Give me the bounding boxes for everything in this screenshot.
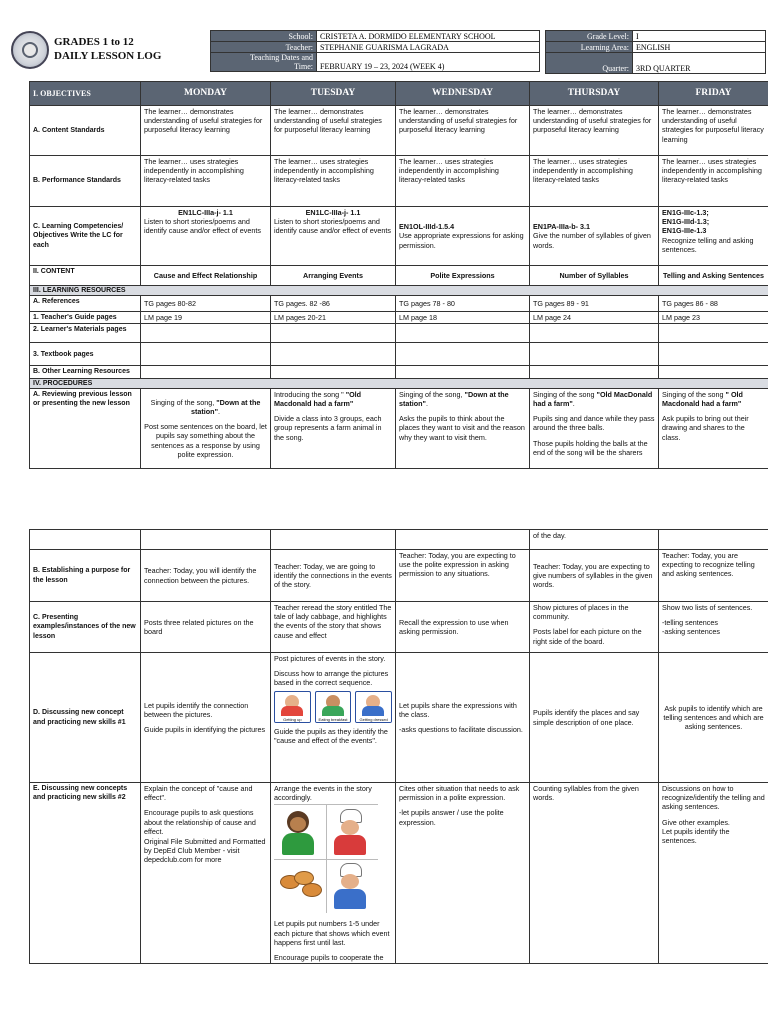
teacher-value: STEPHANIE GUARISMA LAGRADA xyxy=(317,42,540,53)
tg-pages-wed: LM page 18 xyxy=(396,312,530,324)
getting-up-picture: Getting up xyxy=(274,691,311,723)
school-value: CRISTETA A. DORMIDO ELEMENTARY SCHOOL xyxy=(317,31,540,42)
textbook-pages-label: 3. Textbook pages xyxy=(30,343,141,366)
content-label: II. CONTENT xyxy=(30,266,141,286)
title-daily-lesson-log: DAILY LESSON LOG xyxy=(54,50,162,62)
discussing2-wed: Cites other situation that needs to ask permission in a polite expression. -let pupils answer / use the polite expression. xyxy=(396,783,530,964)
performance-standards-label: B. Performance Standards xyxy=(30,156,141,207)
performance-standards-tue: The learner… uses strategies independently in accomplishing literacy-related tasks xyxy=(271,156,396,207)
review-wed: Singing of the song, "Down at the station". Asks the pupils to think about the places they want to visit and the reason why they want to visit them. xyxy=(396,388,530,468)
presenting-mon: Posts three related pictures on the board xyxy=(141,602,271,653)
friday-header: FRIDAY xyxy=(659,82,768,106)
references-wed: TG pages 78 - 80 xyxy=(396,296,530,312)
dates-label: Teaching Dates and Time: xyxy=(211,53,317,72)
procedures-section: IV. PROCEDURES xyxy=(30,378,768,388)
discussing2-thu: Counting syllables from the given words. xyxy=(530,783,659,964)
discussing2-fri: Discussions on how to recognize/identify the telling and asking sentences. Give other examples. Let pupils identify the sentences. xyxy=(659,783,768,964)
review-thu: Singing of the song "Old MacDonald had a farm". Pupils sing and dance while they pass around the three balls. Those pupils holding the balls at the end of the song will be the sharers xyxy=(530,388,659,468)
discussing1-mon: Let pupils identify the connection between the pictures. Guide pupils in identifying the pictures xyxy=(141,653,271,783)
discussing1-tue: Post pictures of events in the story. Discuss how to arrange the pictures based in the correct sequence. Getting up Eating breakfast Getting dressed Guide the pupils as they identify the "cause and effect of the events". xyxy=(271,653,396,783)
presenting-tue: Teacher reread the story entitled The tale of lady cabbage, and highlights the events of the story that shows cause and effect xyxy=(271,602,396,653)
area-label: Learning Area: xyxy=(546,42,633,53)
discussing1-wed: Let pupils share the expressions with the class. -asks questions to facilitate discussion. xyxy=(396,653,530,783)
thursday-header: THURSDAY xyxy=(530,82,659,106)
grade-value: I xyxy=(633,31,766,42)
teacher-label: Teacher: xyxy=(211,42,317,53)
references-label: A. References xyxy=(30,296,141,312)
review-fri: Singing of the song " Old Macdonald had a farm" Ask pupils to bring out their drawing and shares to the class. xyxy=(659,388,768,468)
wednesday-header: WEDNESDAY xyxy=(396,82,530,106)
grade-label: Grade Level: xyxy=(546,31,633,42)
performance-standards-thu: The learner… uses strategies independently in accomplishing literacy-related tasks xyxy=(530,156,659,207)
story-events-pictures xyxy=(274,804,378,913)
content-standards-label: A. Content Standards xyxy=(30,106,141,156)
eating-breakfast-picture: Eating breakfast xyxy=(315,691,352,723)
references-tue: TG pages. 82 -86 xyxy=(271,296,396,312)
monday-header: MONDAY xyxy=(141,82,271,106)
presenting-fri: Show two lists of sentences. -telling sentences -asking sentences xyxy=(659,602,768,653)
purpose-thu: Teacher: Today, you are expecting to give numbers of syllables in the given words. xyxy=(530,550,659,602)
review-mon: Singing of the song, "Down at the station". Post some sentences on the board, let pupils say something about the sentences as a response by using polite expression. xyxy=(141,388,271,468)
content-tue: Arranging Events xyxy=(271,266,396,286)
presenting-thu: Show pictures of places in the community. Posts label for each picture on the right side of the board. xyxy=(530,602,659,653)
discussing2-mon: Explain the concept of "cause and effect". Encourage pupils to ask questions about the relationship of cause and effect. Original File Submitted and Formatted by DepEd Club Member - visit depedclub.com for more xyxy=(141,783,271,964)
review-label: A. Reviewing previous lesson or presenting the new lesson xyxy=(30,388,141,468)
competencies-label: C. Learning Competencies/ Objectives Write the LC for each xyxy=(30,207,141,266)
school-info-table xyxy=(210,30,540,72)
performance-standards-fri: The learner… uses strategies independently in accomplishing literacy-related tasks xyxy=(659,156,768,207)
tg-pages-fri: LM page 23 xyxy=(659,312,768,324)
tg-pages-mon: LM page 19 xyxy=(141,312,271,324)
deped-seal-icon xyxy=(11,31,49,69)
other-resources-label: B. Other Learning Resources xyxy=(30,366,141,378)
tg-pages-label: 1. Teacher's Guide pages xyxy=(30,312,141,324)
dates-value: FEBRUARY 19 – 23, 2024 (WEEK 4) xyxy=(317,53,540,72)
purpose-fri: Teacher: Today, you are expecting to recognize telling and asking sentences. xyxy=(659,550,768,602)
tg-pages-tue: LM pages 20-21 xyxy=(271,312,396,324)
discussing2-tue: Arrange the events in the story accordingly. Let pupils put numbers 1-5 under each picture that shows which event happens first until last. Encourage pupils to cooperate the xyxy=(271,783,396,964)
competencies-wed: EN1OL-IIId-1.5.4 Use appropriate expressions for asking permission. xyxy=(396,207,530,266)
content-standards-fri: The learner… demonstrates understanding of useful strategies for purposeful literacy learning xyxy=(659,106,768,156)
tuesday-header: TUESDAY xyxy=(271,82,396,106)
getting-dressed-picture: Getting dressed xyxy=(355,691,392,723)
content-thu: Number of Syllables xyxy=(530,266,659,286)
competencies-tue: EN1LC-IIIa-j- 1.1 Listen to short stories/poems and identify cause and/or effect of events xyxy=(271,207,396,266)
discussing2-label: E. Discussing new concepts and practicing new skills #2 xyxy=(30,783,141,964)
discussing1-label: D. Discussing new concept and practicing new skills #1 xyxy=(30,653,141,783)
purpose-tue: Teacher: Today, we are going to identify the connections in the events of the story. xyxy=(271,550,396,602)
performance-standards-mon: The learner… uses strategies independently in accomplishing literacy-related tasks xyxy=(141,156,271,207)
lm-pages-label: 2. Learner's Materials pages xyxy=(30,324,141,343)
presenting-wed: Recall the expression to use when asking permission. xyxy=(396,602,530,653)
title-grades: GRADES 1 to 12 xyxy=(54,36,134,48)
purpose-wed: Teacher: Today, you are expecting to use the polite expression in asking permission to any situations. xyxy=(396,550,530,602)
content-wed: Polite Expressions xyxy=(396,266,530,286)
competencies-thu: EN1PA-IIIa-b- 3.1 Give the number of syllables of given words. xyxy=(530,207,659,266)
area-value: ENGLISH xyxy=(633,42,766,53)
content-mon: Cause and Effect Relationship xyxy=(141,266,271,286)
lesson-log-table-part2 xyxy=(29,529,768,964)
tg-pages-thu: LM page 24 xyxy=(530,312,659,324)
competencies-mon: EN1LC-IIIa-j- 1.1 Listen to short stories/poems and identify cause and/or effect of events xyxy=(141,207,271,266)
discussing1-thu: Pupils identify the places and say simple description of one place. xyxy=(530,653,659,783)
references-mon: TG pages 80-82 xyxy=(141,296,271,312)
content-standards-mon: The learner… demonstrates understanding of useful strategies for purposeful literacy learning xyxy=(141,106,271,156)
references-thu: TG pages 89 - 91 xyxy=(530,296,659,312)
review-thu-continued: of the day. xyxy=(530,530,659,550)
quarter-label: Quarter: xyxy=(546,53,633,74)
learning-resources-section: III. LEARNING RESOURCES xyxy=(30,286,768,296)
lesson-log-table-part1 xyxy=(29,81,768,469)
competencies-fri: EN1G-IIIc-1.3; EN1G-IIId-1.3; EN1G-IIIe-1.3 Recognize telling and asking sentences. xyxy=(659,207,768,266)
content-standards-thu: The learner… demonstrates understanding of useful strategies for purposeful literacy learning xyxy=(530,106,659,156)
review-tue: Introducing the song " "Old Macdonald had a farm" Divide a class into 3 groups, each group represents a farm animal in the song. xyxy=(271,388,396,468)
purpose-mon: Teacher: Today, you will identify the connection between the pictures. xyxy=(141,550,271,602)
presenting-label: C. Presenting examples/instances of the new lesson xyxy=(30,602,141,653)
performance-standards-wed: The learner… uses strategies independently in accomplishing literacy-related tasks xyxy=(396,156,530,207)
content-standards-wed: The learner… demonstrates understanding of useful strategies for purposeful literacy learning xyxy=(396,106,530,156)
discussing1-fri: Ask pupils to identify which are telling sentences and which are asking sentences. xyxy=(659,653,768,783)
sequence-pictures xyxy=(274,691,392,723)
school-label: School: xyxy=(211,31,317,42)
content-fri: Telling and Asking Sentences xyxy=(659,266,768,286)
grade-info-table xyxy=(545,30,766,74)
purpose-label: B. Establishing a purpose for the lesson xyxy=(30,550,141,602)
objectives-header: I. OBJECTIVES xyxy=(30,82,141,106)
content-standards-tue: The learner… demonstrates understanding of useful strategies for purposeful literacy learning xyxy=(271,106,396,156)
references-fri: TG pages 86 - 88 xyxy=(659,296,768,312)
quarter-value: 3RD QUARTER xyxy=(633,53,766,74)
